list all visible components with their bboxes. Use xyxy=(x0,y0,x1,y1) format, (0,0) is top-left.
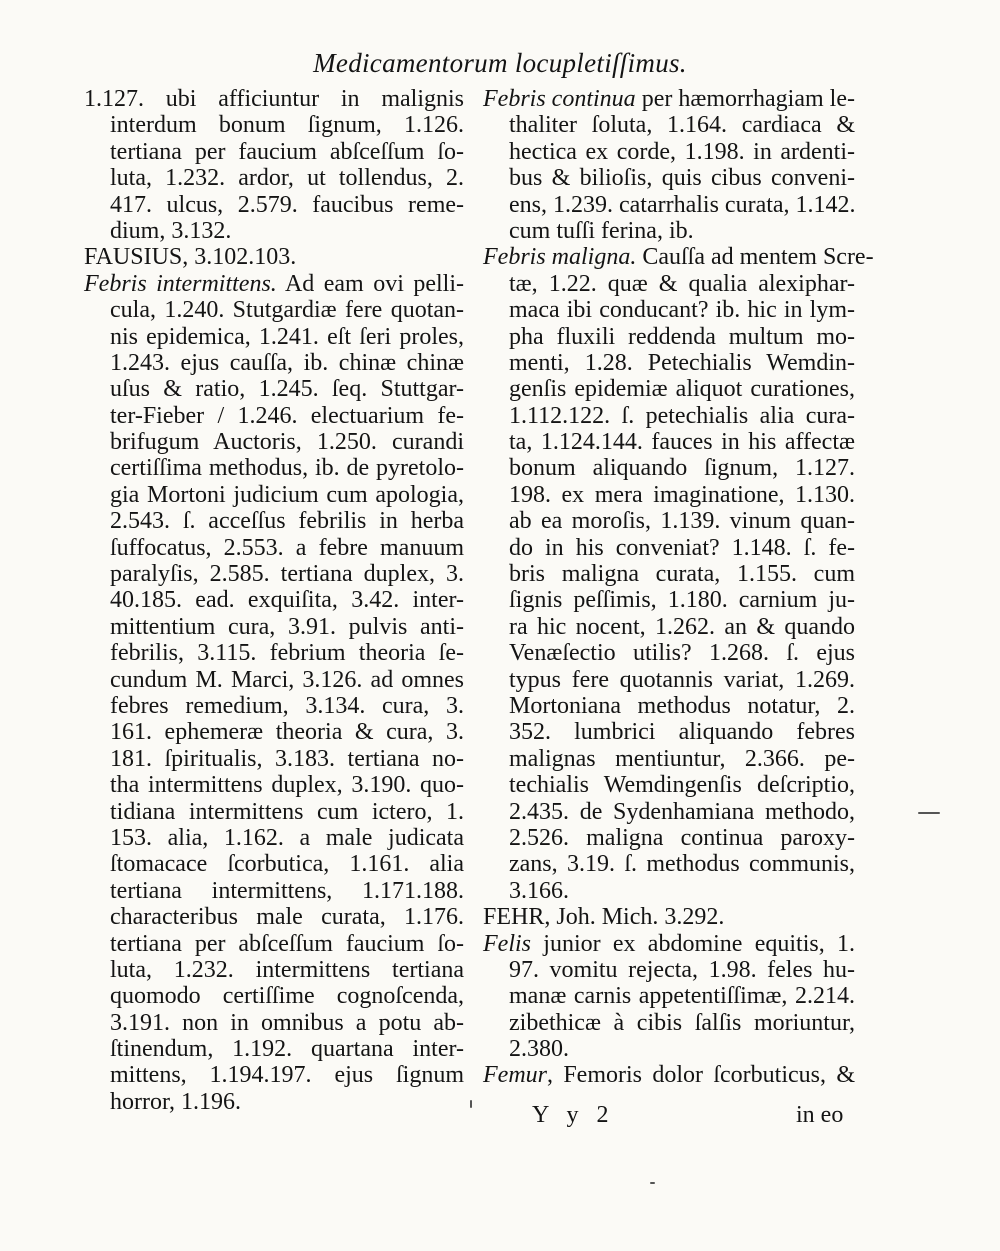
ink-speck xyxy=(650,1182,655,1184)
index-line: certiſſima methodus, ib. de pyretolo- xyxy=(110,455,464,482)
index-line: genſis epidemiæ aliquot curationes, xyxy=(509,376,855,403)
ink-speck xyxy=(918,812,940,814)
index-line: thaliter ſoluta, 1.164. cardiaca & xyxy=(509,112,855,139)
index-line: 2.543. ſ. acceſſus febrilis in herba xyxy=(110,508,464,535)
index-line: malignas mentiuntur, 2.366. pe- xyxy=(509,745,855,772)
index-line: 2.380. xyxy=(509,1036,569,1063)
index-line: ens, 1.239. catarrhalis curata, 1.142. xyxy=(509,191,856,218)
index-line: 153. alia, 1.162. a male judicata xyxy=(110,824,464,851)
index-line: Femur, Femoris dolor ſcorbuticus, & xyxy=(483,1062,855,1089)
entry-head: Femur xyxy=(483,1062,547,1089)
index-line: Mortoniana methodus notatur, 2. xyxy=(509,692,855,719)
index-line: nis epidemica, 1.241. eſt ſeri proles, xyxy=(110,323,464,350)
index-line: typus fere quotannis variat, 1.269. xyxy=(509,666,855,693)
index-line: febres remedium, 3.134. cura, 3. xyxy=(110,692,464,719)
index-line: gia Mortoni judicium cum apologia, xyxy=(110,481,464,508)
index-line: zibethicæ à cibis ſalſis moriuntur, xyxy=(509,1009,855,1036)
index-line: luta, 1.232. intermittens tertiana xyxy=(110,956,464,983)
index-line: 97. vomitu rejecta, 1.98. feles hu- xyxy=(509,956,855,983)
index-line: zans, 3.19. ſ. methodus communis, xyxy=(509,851,855,878)
index-line: mittens, 1.194.197. ejus ſignum xyxy=(110,1062,464,1089)
index-line: 198. ex mera imaginatione, 1.130. xyxy=(509,481,855,508)
index-line: ſuffocatus, 2.553. a febre manuum xyxy=(110,534,464,561)
index-line: 2.435. de Sydenhamiana methodo, xyxy=(509,798,855,825)
index-line: cundum M. Marci, 3.126. ad omnes xyxy=(110,666,464,693)
index-line: do in his conveniat? 1.148. ſ. fe- xyxy=(509,534,855,561)
index-line: tidiana intermittens cum ictero, 1. xyxy=(110,798,464,825)
index-line: 161. ephemeræ theoria & cura, 3. xyxy=(110,719,464,746)
index-line: bonum aliquando ſignum, 1.127. xyxy=(509,455,855,482)
index-line: Febris continua per hæmorrhagiam le- xyxy=(483,86,855,112)
index-line: 3.166. xyxy=(509,877,569,904)
signature-mark: Y y 2 xyxy=(532,1102,615,1128)
index-line: ſignis peſſimis, 1.180. carnium ju- xyxy=(509,587,855,614)
index-line: FAUSIUS, 3.102.103. xyxy=(84,244,297,271)
entry-head: Febris continua xyxy=(483,86,636,112)
index-line: quomodo certiſſime cognoſcenda, xyxy=(110,983,464,1010)
index-line: 1.112.122. ſ. petechialis alia cura- xyxy=(509,402,855,429)
index-line: 352. lumbrici aliquando febres xyxy=(509,719,855,746)
index-line: pha fluxili reddenda multum mo- xyxy=(509,323,855,350)
index-line: 1.243. ejus cauſſa, ib. chinæ chinæ xyxy=(110,349,464,376)
index-line: cula, 1.240. Stutgardiæ fere quotan- xyxy=(110,297,464,324)
index-line: ſtomacace ſcorbutica, 1.161. alia xyxy=(110,851,464,878)
index-line: 3.191. non in omnibus a potu ab- xyxy=(110,1009,464,1036)
index-line: Febris intermittens. Ad eam ovi pelli- xyxy=(84,270,464,297)
index-line: brifugum Auctoris, 1.250. curandi xyxy=(110,429,464,456)
ink-speck xyxy=(470,1100,472,1108)
index-line: ab ea moroſis, 1.139. vinum quan- xyxy=(509,508,855,535)
index-line: characteribus male curata, 1.176. xyxy=(110,904,464,931)
index-line: menti, 1.28. Petechialis Wemdin- xyxy=(509,349,855,376)
index-line: 181. ſpiritualis, 3.183. tertiana no- xyxy=(110,745,464,772)
index-line: manæ carnis appetentiſſimæ, 2.214. xyxy=(509,983,855,1010)
index-line: mittentium cura, 3.91. pulvis anti- xyxy=(110,613,464,640)
index-line: cum tuſſi ferina, ib. xyxy=(509,217,694,244)
index-line: horror, 1.196. xyxy=(110,1088,242,1115)
index-line: tha intermittens duplex, 3.190. quo- xyxy=(110,772,464,799)
index-line: bris maligna curata, 1.155. cum xyxy=(509,561,855,588)
index-line: tertiana per faucium abſceſſum ſo- xyxy=(110,138,464,165)
index-line: FEHR, Joh. Mich. 3.292. xyxy=(483,904,725,931)
entry-head: Febris maligna. xyxy=(483,244,637,271)
right-index-column xyxy=(483,86,874,1089)
index-line: 1.127. ubi afficiuntur in malignis xyxy=(84,86,464,112)
index-line: paralyſis, 2.585. tertiana duplex, 3. xyxy=(110,561,464,588)
index-line: 417. ulcus, 2.579. faucibus reme- xyxy=(110,191,464,218)
index-line: ſtinendum, 1.192. quartana inter- xyxy=(110,1036,464,1063)
index-line: febrilis, 3.115. febrium theoria ſe- xyxy=(110,640,464,667)
index-line: ta, 1.124.144. fauces in his affectæ xyxy=(509,429,855,456)
index-line: Febris maligna. Cauſſa ad mentem Scre- xyxy=(483,244,874,271)
entry-head: Febris intermittens. xyxy=(84,270,277,297)
index-line: tertiana per abſceſſum faucium ſo- xyxy=(110,930,464,957)
index-line: tertiana intermittens, 1.171.188. xyxy=(110,877,464,904)
running-head: Medicamentorum locupletiſſimus. xyxy=(313,48,687,78)
catchword: in eo xyxy=(796,1102,844,1128)
entry-head: Felis xyxy=(483,930,531,957)
index-line: maca ibi conducant? ib. hic in lym- xyxy=(509,297,855,324)
index-line: Venæſectio utilis? 1.268. ſ. ejus xyxy=(509,640,855,667)
index-line: uſus & ratio, 1.245. ſeq. Stuttgar- xyxy=(110,376,464,403)
index-line: ter-Fieber / 1.246. electuarium fe- xyxy=(110,402,464,429)
index-line: interdum bonum ſignum, 1.126. xyxy=(110,112,464,139)
index-line: ra hic nocent, 1.262. an & quando xyxy=(509,613,855,640)
index-line: dium, 3.132. xyxy=(110,217,232,244)
index-line: techialis Wemdingenſis deſcriptio, xyxy=(509,772,855,799)
index-line: tæ, 1.22. quæ & qualia alexiphar- xyxy=(509,270,855,297)
left-index-column xyxy=(84,86,464,1115)
index-line: hectica ex corde, 1.198. in ardenti- xyxy=(509,138,855,165)
index-line: 2.526. maligna continua paroxy- xyxy=(509,824,855,851)
index-line: Felis junior ex abdomine equitis, 1. xyxy=(483,930,855,957)
index-line: 40.185. ead. exquiſita, 3.42. inter- xyxy=(110,587,464,614)
index-line: bus & bilioſis, quis cibus conveni- xyxy=(509,165,855,192)
index-line: luta, 1.232. ardor, ut tollendus, 2. xyxy=(110,165,464,192)
